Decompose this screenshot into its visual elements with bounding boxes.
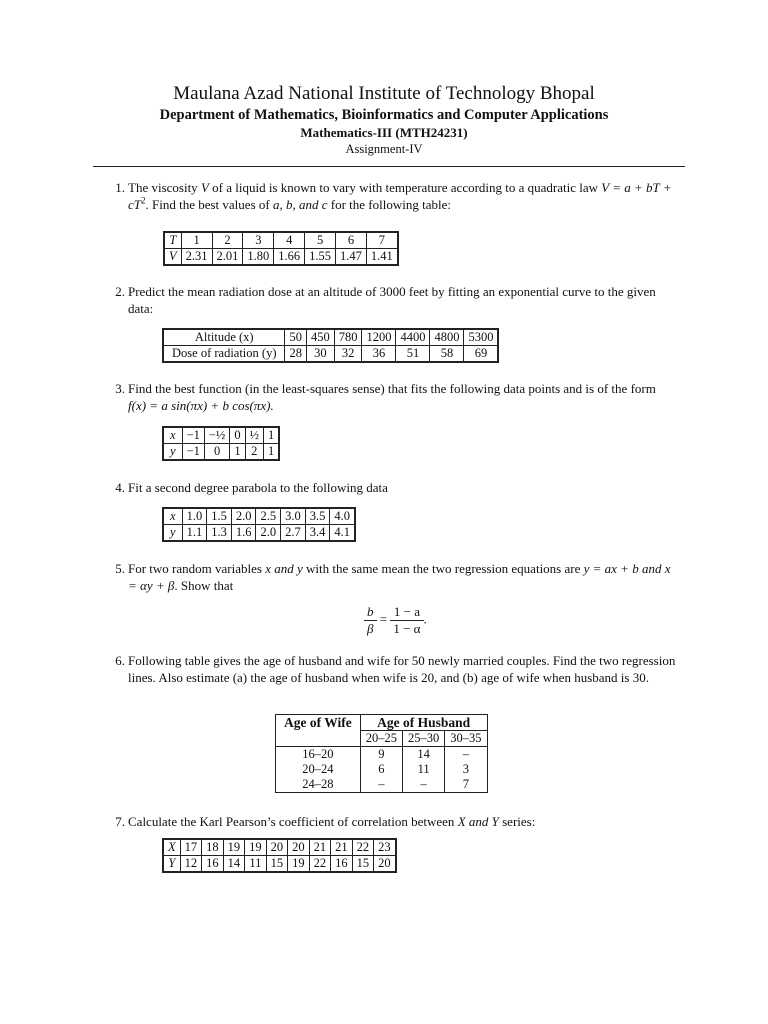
range-header: 30–35 xyxy=(445,731,487,747)
table-cell: 20 xyxy=(374,856,396,873)
table-cell: 21 xyxy=(309,839,331,856)
table-cell: 4400 xyxy=(396,329,430,346)
table-cell: 1.66 xyxy=(274,249,305,266)
table-cell: 58 xyxy=(430,346,464,363)
table-cell: 11 xyxy=(403,762,445,777)
lhs-fraction: $\frac{b}{\beta}$ xyxy=(364,604,377,637)
question-2 xyxy=(107,283,677,317)
table-cell: 16 xyxy=(331,856,353,873)
rhs-fraction: $\frac{1 - a}{1 - \alpha}$ xyxy=(390,604,423,637)
table-cell: 2.5 xyxy=(256,508,281,525)
table-cell: 2.31 xyxy=(181,249,212,266)
table-row xyxy=(163,839,396,856)
row-header: X xyxy=(163,839,180,856)
question-number: 6. xyxy=(115,653,125,668)
table-cell: 14 xyxy=(403,747,445,763)
row-header: T xyxy=(164,232,181,249)
question-text: Calculate the Karl Pearson’s coefficient of correlation between X and Y series: xyxy=(128,814,536,829)
table-cell: 6 xyxy=(360,762,402,777)
table-cell: 5 xyxy=(305,232,336,249)
question-1 xyxy=(107,179,677,213)
table-cell: 14 xyxy=(223,856,245,873)
table-cell: 36 xyxy=(362,346,396,363)
table-row xyxy=(164,232,398,249)
table-row xyxy=(276,715,488,731)
range-header: 20–25 xyxy=(360,731,402,747)
question-4 xyxy=(107,479,677,496)
table-cell: 3 xyxy=(462,762,469,776)
table-cell: 50 xyxy=(285,329,307,346)
assignment-title: Assignment-IV xyxy=(345,142,423,156)
question-number: 1. xyxy=(115,180,125,195)
table-cell: 1 xyxy=(263,444,279,461)
row-header: y xyxy=(163,525,182,542)
table-cell: 15 xyxy=(352,856,374,873)
table-cell: 2 xyxy=(245,444,263,461)
table-cell: 2.0 xyxy=(256,525,281,542)
table-cell: 1.47 xyxy=(336,249,367,266)
row-header: Y xyxy=(163,856,180,873)
question-6 xyxy=(107,652,677,686)
row-header: Altitude (x) xyxy=(163,329,285,346)
table-cell: 5300 xyxy=(464,329,499,346)
table-row xyxy=(164,249,398,266)
table-cell: 12 xyxy=(180,856,202,873)
table-cell: 1.5 xyxy=(207,508,232,525)
table-cell: 1.1 xyxy=(182,525,207,542)
table-cell: 19 xyxy=(223,839,245,856)
table-cell: 2.01 xyxy=(212,249,243,266)
question-number: 4. xyxy=(115,480,125,495)
header-divider xyxy=(93,166,685,167)
question-text: Predict the mean radiation dose at an altitude of 3000 feet by fitting an exponential curve to the given data: xyxy=(128,284,656,316)
table-cell: 4 xyxy=(274,232,305,249)
table-cell: 1200 xyxy=(362,329,396,346)
table-cell: 11 xyxy=(245,856,267,873)
table-cell: 2.7 xyxy=(281,525,306,542)
table-cell: 3 xyxy=(243,232,274,249)
table-cell: 1.41 xyxy=(366,249,397,266)
regression-identity: $\frac{b}{\beta}$ = $\frac{1 - a}{1 - \alpha}$ . xyxy=(364,604,427,637)
table-row xyxy=(163,329,498,346)
table-cell: 22 xyxy=(309,856,331,873)
question-text: For two random variables x and y with the same mean the two regression equations are y = ax + b and x = αy + β. Show that xyxy=(128,561,671,593)
table-cell: 51 xyxy=(396,346,430,363)
age-table xyxy=(275,714,488,793)
table-cell: 0 xyxy=(230,427,245,444)
table-cell: 1 xyxy=(181,232,212,249)
table-cell: – xyxy=(445,747,487,763)
table-cell: 3.4 xyxy=(305,525,330,542)
table-cell: 19 xyxy=(245,839,267,856)
question-number: 3. xyxy=(115,381,125,396)
table-row xyxy=(163,444,279,461)
table-cell: 1.0 xyxy=(182,508,207,525)
table-cell: ½ xyxy=(245,427,263,444)
table-cell: 2.0 xyxy=(231,508,256,525)
question-text: Find the best function (in the least-squares sense) that fits the following data points and is of the form f(x) = a sin(πx) + b cos(πx). xyxy=(128,381,656,413)
correlation-table xyxy=(162,838,397,873)
table-cell: 4.0 xyxy=(330,508,355,525)
table-cell: 22 xyxy=(352,839,374,856)
question-5 xyxy=(107,560,677,594)
table-cell: 1 xyxy=(230,444,245,461)
table-cell: 30 xyxy=(306,346,334,363)
row-header: Dose of radiation (y) xyxy=(163,346,285,363)
range-header: 25–30 xyxy=(403,731,445,747)
radiation-table xyxy=(162,328,499,363)
table-cell: 19 xyxy=(288,856,310,873)
table-cell: 0 xyxy=(204,444,229,461)
wife-range: 16–20 xyxy=(276,747,361,763)
table-cell: −½ xyxy=(204,427,229,444)
question-7 xyxy=(107,813,677,830)
table-cell: 17 xyxy=(180,839,202,856)
table-cell: 3.5 xyxy=(305,508,330,525)
table-cell: −1 xyxy=(182,444,204,461)
table-cell: 18 xyxy=(202,839,224,856)
table-cell: 1 xyxy=(263,427,279,444)
question-text: Following table gives the age of husband and wife for 50 newly married couples. Find the two regression lines. Also estimate (a) the age of husband when wife is 20, and (b) age of wife when husband is 30. xyxy=(128,653,676,685)
table-cell: 20 xyxy=(288,839,310,856)
table-cell: 780 xyxy=(334,329,362,346)
table-row xyxy=(163,525,355,542)
row-header: x xyxy=(163,427,182,444)
table-cell: 6 xyxy=(336,232,367,249)
row-header: y xyxy=(163,444,182,461)
table-cell: −1 xyxy=(182,427,204,444)
table-cell: 16 xyxy=(202,856,224,873)
question-text: Fit a second degree parabola to the following data xyxy=(128,480,388,495)
column-header: Age of Husband xyxy=(377,715,471,730)
table-cell: – xyxy=(360,777,402,793)
sine-fit-table xyxy=(162,426,280,461)
table-row xyxy=(276,777,488,793)
parabola-table xyxy=(162,507,356,542)
table-cell: 1.3 xyxy=(207,525,232,542)
table-row xyxy=(163,856,396,873)
column-header: Age of Wife xyxy=(276,715,361,747)
question-text: The viscosity V of a liquid is known to vary with temperature according to a quadratic law V = a + bT + $cT^2$. Find the best values of a, b, and c for the following table: xyxy=(128,180,672,212)
table-cell: 23 xyxy=(374,839,396,856)
question-number: 5. xyxy=(115,561,125,576)
wife-range: 20–24 xyxy=(276,762,361,777)
table-cell: 450 xyxy=(306,329,334,346)
table-cell: 7 xyxy=(462,777,469,791)
table-cell: 15 xyxy=(266,856,288,873)
table-row xyxy=(276,747,488,763)
department-title: Department of Mathematics, Bioinformatics and Computer Applications xyxy=(159,107,609,123)
table-cell: 32 xyxy=(334,346,362,363)
table-cell: 2 xyxy=(212,232,243,249)
table-cell: 3.0 xyxy=(281,508,306,525)
table-cell: 4800 xyxy=(430,329,464,346)
row-header: V xyxy=(164,249,181,266)
row-header: x xyxy=(163,508,182,525)
table-cell: 21 xyxy=(331,839,353,856)
table-cell: 1.6 xyxy=(231,525,256,542)
question-3 xyxy=(107,380,677,414)
table-row xyxy=(276,762,488,777)
viscosity-table xyxy=(163,231,399,266)
wife-range: 24–28 xyxy=(276,777,361,793)
table-cell: 1.80 xyxy=(243,249,274,266)
table-row xyxy=(163,346,498,363)
table-cell: – xyxy=(403,777,445,793)
table-row xyxy=(163,427,279,444)
table-cell: 28 xyxy=(285,346,307,363)
course-title: Mathematics-III (MTH24231) xyxy=(300,125,468,140)
table-cell: 69 xyxy=(464,346,499,363)
table-cell: 9 xyxy=(360,747,402,763)
table-cell: 20 xyxy=(266,839,288,856)
table-cell: 4.1 xyxy=(330,525,355,542)
document-header xyxy=(0,82,768,158)
table-row xyxy=(163,508,355,525)
table-cell: 7 xyxy=(366,232,397,249)
question-number: 2. xyxy=(115,284,125,299)
question-number: 7. xyxy=(115,814,125,829)
table-cell: 1.55 xyxy=(305,249,336,266)
institute-title: Maulana Azad National Institute of Technology Bhopal xyxy=(173,83,595,104)
